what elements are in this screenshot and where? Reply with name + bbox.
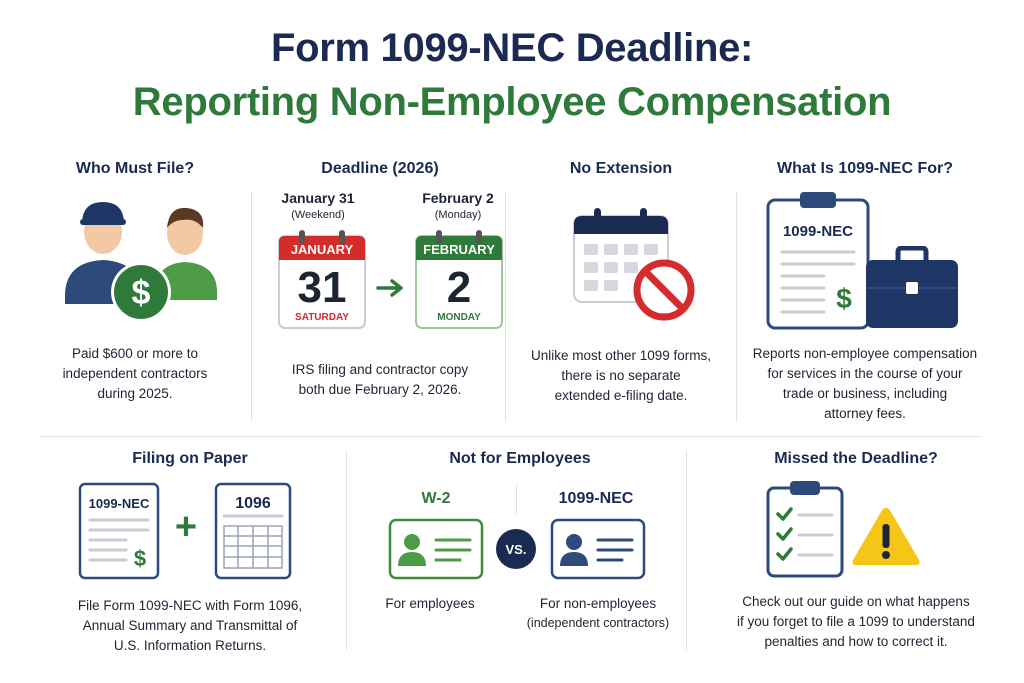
w2-caption: For employees: [385, 596, 475, 611]
divider: [516, 484, 517, 514]
divider: [736, 192, 737, 422]
calendar-january-icon: [277, 230, 369, 330]
form-1099-nec-icon: [78, 482, 160, 580]
january-month: JANUARY: [290, 242, 354, 257]
vs-badge: [495, 528, 537, 570]
not-for-employees-title: Not for Employees: [449, 450, 591, 467]
contractors-with-dollar-icon: [45, 192, 225, 322]
divider: [346, 450, 347, 650]
page-subtitle: Reporting Non-Employee Compensation: [132, 80, 892, 124]
february-month: FEBRUARY: [423, 242, 495, 257]
employee-id-card-icon: [388, 518, 484, 580]
who-must-file-line: Paid $600 or more to: [71, 346, 199, 361]
clipboard-form-icon: [764, 190, 874, 332]
filing-on-paper-line: U.S. Information Returns.: [113, 638, 267, 653]
what-is-panel: [740, 150, 990, 430]
what-is-line: attorney fees.: [824, 406, 906, 421]
no-extension-panel: [510, 150, 732, 430]
filing-on-paper-title: Filing on Paper: [132, 450, 248, 467]
form-1096-icon: [214, 482, 292, 580]
dollar-sign: $: [131, 274, 151, 312]
plus-sign: +: [174, 506, 198, 548]
not-for-employees-panel: [360, 440, 680, 680]
page-title: Form 1099-NEC Deadline:: [270, 26, 754, 70]
who-must-file-title: Who Must File?: [75, 160, 195, 177]
no-extension-title: No Extension: [569, 160, 673, 177]
divider: [40, 436, 980, 437]
deadline-title: Deadline (2026): [321, 160, 439, 177]
who-must-file-line: during 2025.: [97, 386, 173, 401]
nec-label: 1099-NEC: [558, 490, 634, 507]
dollar-sign: $: [836, 283, 852, 314]
january-day-number: 31: [297, 263, 347, 312]
what-is-line: for services in the course of your: [767, 366, 963, 381]
briefcase-icon: [864, 246, 960, 330]
missed-deadline-title: Missed the Deadline?: [774, 450, 938, 467]
nec-caption: (independent contractors): [526, 616, 670, 630]
form-b-label: 1096: [235, 495, 271, 512]
nec-caption: For non-employees: [539, 596, 657, 611]
to-date-note: (Monday): [434, 209, 482, 221]
to-date-label: February 2: [422, 190, 494, 206]
what-is-line: trade or business, including: [782, 386, 948, 401]
missed-deadline-line: if you forget to file a 1099 to understand: [737, 614, 975, 629]
calendar-february-icon: [414, 230, 506, 330]
form-a-label: 1099-NEC: [88, 496, 150, 511]
divider: [251, 192, 252, 422]
dollar-sign: $: [133, 546, 147, 571]
deadline-line: IRS filing and contractor copy: [291, 362, 469, 377]
what-is-line: Reports non-employee compensation: [752, 346, 978, 361]
missed-deadline-panel: [696, 440, 1016, 680]
calendar-prohibited-icon: [570, 206, 700, 326]
from-date-label: January 31: [281, 190, 355, 206]
arrow-right-icon: [374, 278, 408, 298]
deadline-line: both due February 2, 2026.: [298, 382, 462, 397]
deadline-panel: [262, 150, 498, 430]
w2-label: W-2: [421, 490, 451, 507]
filing-on-paper-panel: [40, 440, 340, 680]
february-day-number: 2: [446, 263, 472, 312]
vs-text: VS.: [505, 542, 527, 557]
checklist-icon: [766, 480, 844, 578]
warning-icon: [850, 504, 922, 568]
who-must-file-panel: [20, 150, 250, 430]
no-extension-line: there is no separate: [561, 368, 681, 383]
contractor-id-card-icon: [550, 518, 646, 580]
from-date-note: (Weekend): [291, 209, 345, 221]
filing-on-paper-line: Annual Summary and Transmittal of: [82, 618, 298, 633]
february-weekday: MONDAY: [437, 312, 481, 323]
missed-deadline-line: Check out our guide on what happens: [742, 594, 970, 609]
filing-on-paper-line: File Form 1099-NEC with Form 1096,: [77, 598, 303, 613]
missed-deadline-line: penalties and how to correct it.: [764, 634, 948, 649]
who-must-file-line: independent contractors: [62, 366, 208, 381]
what-is-title: What Is 1099-NEC For?: [776, 160, 954, 177]
no-extension-line: extended e-filing date.: [554, 388, 688, 403]
january-weekday: SATURDAY: [295, 312, 349, 323]
no-extension-line: Unlike most other 1099 forms,: [530, 348, 712, 363]
form-label: 1099-NEC: [782, 223, 854, 240]
divider: [686, 450, 687, 650]
